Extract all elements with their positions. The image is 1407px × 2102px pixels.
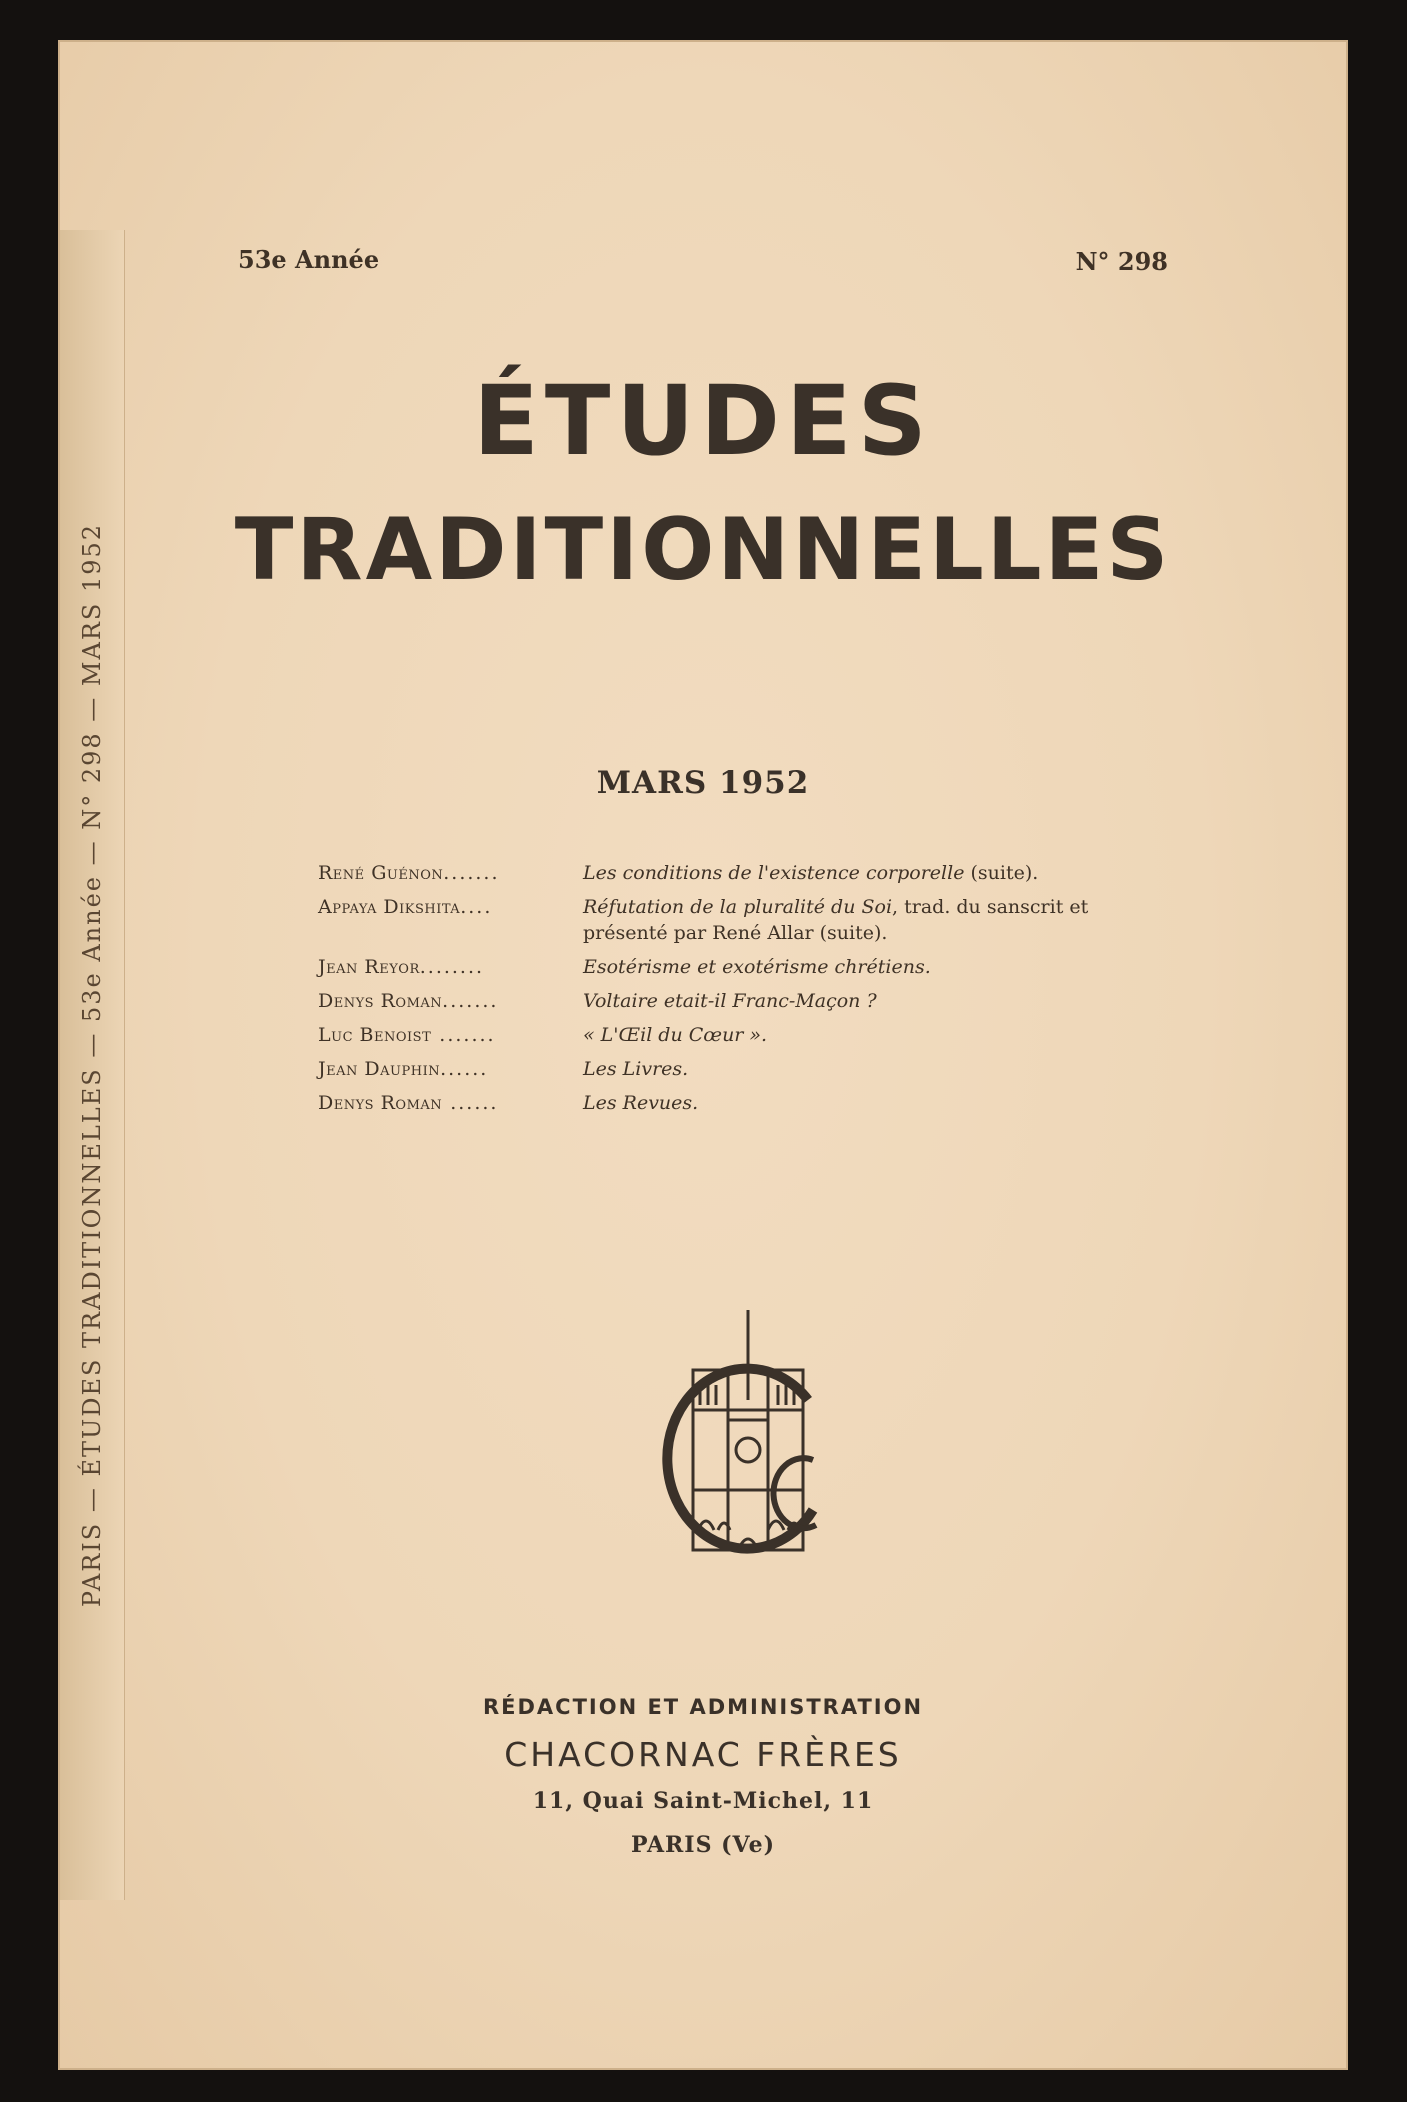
toc-author: René Guénon [318,862,444,884]
footer-line-1: RÉDACTION ET ADMINISTRATION [482,1695,924,1719]
toc-title: Réfutation de la pluralité du Soi [583,896,893,918]
toc-note: (suite). [970,862,1039,884]
publisher-logo-icon [638,1310,858,1560]
spine [60,230,125,1900]
toc-row: Denys Roman ...... Les Revues. [318,1092,699,1114]
toc-author: Jean Dauphin [318,1058,441,1080]
toc-title: Les Revues. [583,1092,699,1114]
toc-row: Luc Benoist ....... « L'Œil du Cœur ». [318,1024,768,1046]
toc-author: Appaya Dikshita [318,896,461,918]
toc-author: Luc Benoist [318,1024,432,1046]
toc-title: Voltaire etait-il Franc-Maçon ? [583,990,877,1012]
toc-row: Appaya Dikshita.... Réfutation de la pluralité du Soi, trad. du sanscrit et présenté par René Allar (suite). [318,896,1089,944]
toc-row: Jean Reyor........ Esotérisme et exotérisme chrétiens. [318,956,931,978]
toc-author: Jean Reyor [318,956,420,978]
toc-row: Denys Roman....... Voltaire etait-il Franc-Maçon ? [318,990,877,1012]
publisher-name: CHACORNAC FRÈRES [504,1735,902,1774]
toc-author: Denys Roman [318,1092,443,1114]
title-line-2: TRADITIONNELLES [234,500,1172,600]
book-cover [58,40,1348,2070]
toc-title: Les Livres. [583,1058,689,1080]
toc-row: Jean Dauphin...... Les Livres. [318,1058,689,1080]
toc-title: Esotérisme et exotérisme chrétiens. [583,956,931,978]
issue-number: N° 298 [1075,247,1168,276]
year-label: 53e Année [238,245,380,274]
publisher-city: PARIS (Ve) [631,1832,775,1858]
toc-row: René Guénon....... Les conditions de l'existence corporelle (suite). [318,862,1039,884]
issue-date: MARS 1952 [596,765,810,801]
spine-text: PARIS — ÉTUDES TRADITIONNELLES — 53e Année — N° 298 — MARS 1952 [78,522,106,1608]
publisher-address: 11, Quai Saint-Michel, 11 [532,1788,874,1814]
toc-title: « L'Œil du Cœur ». [583,1024,768,1046]
title-line-1: ÉTUDES [473,365,933,477]
toc-note: , trad. du sanscrit et présenté par René Allar (suite). [583,896,1089,944]
toc-author: Denys Roman [318,990,443,1012]
toc-title: Les conditions de l'existence corporelle [583,862,965,884]
table-of-contents [318,860,1178,1124]
